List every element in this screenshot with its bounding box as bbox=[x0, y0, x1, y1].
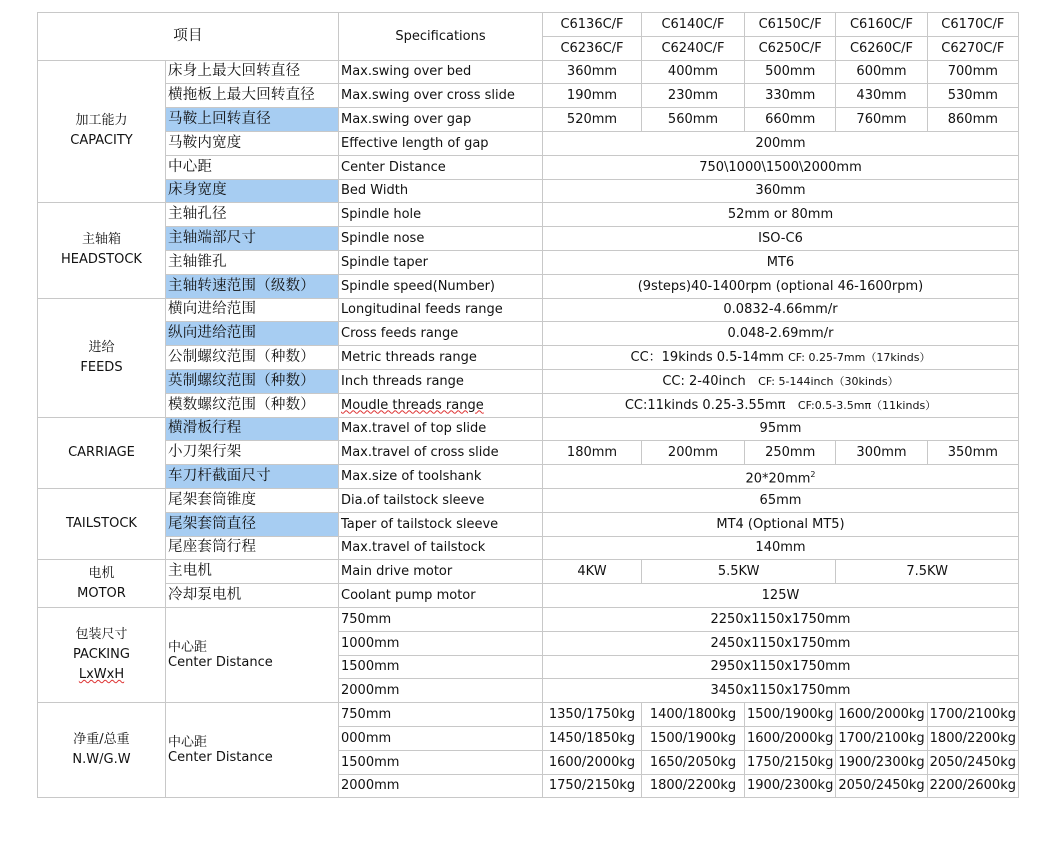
table-row bbox=[38, 274, 1019, 298]
value-cell: 4KW bbox=[543, 560, 642, 584]
group-cn: 包装尺寸 bbox=[75, 627, 128, 643]
item-cn: 床身上最大回转直径 bbox=[166, 60, 339, 84]
item-en: Longitudinal feeds range bbox=[339, 298, 543, 322]
table-row bbox=[38, 488, 1019, 512]
item-cn: 横向进给范围 bbox=[166, 298, 339, 322]
value-cell: 1650/2050kg bbox=[642, 750, 745, 774]
value-cell: (9steps)40-1400rpm (optional 46-1600rpm) bbox=[543, 274, 1019, 298]
value-cell: MT6 bbox=[543, 250, 1019, 274]
model-header: C6170C/F bbox=[927, 13, 1018, 37]
cd-value: 1500mm bbox=[339, 655, 543, 679]
value-cell: 65mm bbox=[543, 488, 1019, 512]
item-en: Max.swing over gap bbox=[339, 108, 543, 132]
group-en: CARRIAGE bbox=[68, 444, 135, 460]
item-en: Max.swing over bed bbox=[339, 60, 543, 84]
item-en: Cross feeds range bbox=[339, 322, 543, 346]
item-cn: 尾座套筒行程 bbox=[166, 536, 339, 560]
value-cell: 1750/2150kg bbox=[543, 774, 642, 798]
group-en: CAPACITY bbox=[70, 133, 133, 149]
center-distance-label bbox=[166, 703, 339, 798]
item-cn: 冷却泵电机 bbox=[166, 584, 339, 608]
header-item: 项目 bbox=[38, 13, 339, 61]
item-en: Spindle speed(Number) bbox=[339, 274, 543, 298]
item-en: Inch threads range bbox=[339, 369, 543, 393]
table-row bbox=[38, 108, 1019, 132]
table-row bbox=[38, 60, 1019, 84]
value-cell: 190mm bbox=[543, 84, 642, 108]
value-cell: 250mm bbox=[745, 441, 836, 465]
item-en: Coolant pump motor bbox=[339, 584, 543, 608]
table-row bbox=[38, 393, 1019, 417]
table-row bbox=[38, 227, 1019, 251]
value-cell: 1450/1850kg bbox=[543, 726, 642, 750]
cd-value: 2000mm bbox=[339, 774, 543, 798]
table-row bbox=[38, 560, 1019, 584]
item-en: Max.swing over cross slide bbox=[339, 84, 543, 108]
value-cell: 330mm bbox=[745, 84, 836, 108]
group-en: N.W/G.W bbox=[72, 752, 131, 768]
spec-table bbox=[37, 12, 1019, 798]
item-en: Bed Width bbox=[339, 179, 543, 203]
item-cn: 小刀架行架 bbox=[166, 441, 339, 465]
superscript: 2 bbox=[810, 469, 816, 479]
value-cell bbox=[543, 465, 1019, 489]
value-cell: 230mm bbox=[642, 84, 745, 108]
value-cell: 2950x1150x1750mm bbox=[543, 655, 1019, 679]
value-cell: 1700/2100kg bbox=[836, 726, 927, 750]
item-cn: 马鞍内宽度 bbox=[166, 131, 339, 155]
cd-en: Center Distance bbox=[168, 655, 273, 671]
model-header: C6250C/F bbox=[745, 36, 836, 60]
model-header: C6136C/F bbox=[543, 13, 642, 37]
value-cell: 1900/2300kg bbox=[836, 750, 927, 774]
value-cell: 3450x1150x1750mm bbox=[543, 679, 1019, 703]
cd-en: Center Distance bbox=[168, 750, 273, 766]
model-header: C6270C/F bbox=[927, 36, 1018, 60]
group-en: MOTOR bbox=[77, 585, 126, 601]
item-cn: 主轴孔径 bbox=[166, 203, 339, 227]
value-cell: 1500/1900kg bbox=[745, 703, 836, 727]
table-row bbox=[38, 322, 1019, 346]
item-cn: 模数螺纹范围（种数） bbox=[166, 393, 339, 417]
value-cell: 2050/2450kg bbox=[836, 774, 927, 798]
value-cell: 400mm bbox=[642, 60, 745, 84]
cd-value: 750mm bbox=[339, 607, 543, 631]
cf-value: CF:0.5-3.5mπ（11kinds） bbox=[797, 398, 937, 412]
cd-cn: 中心距 bbox=[168, 640, 208, 656]
item-en: Main drive motor bbox=[339, 560, 543, 584]
item-cn: 英制螺纹范围（种数） bbox=[166, 369, 339, 393]
value-cell: 1400/1800kg bbox=[642, 703, 745, 727]
cc-value: CC：19kinds 0.5-14mm bbox=[630, 350, 784, 366]
item-en: Max.travel of top slide bbox=[339, 417, 543, 441]
value-cell: 1750/2150kg bbox=[745, 750, 836, 774]
value-cell bbox=[543, 393, 1019, 417]
value-cell: 2200/2600kg bbox=[927, 774, 1018, 798]
item-cn: 床身宽度 bbox=[166, 179, 339, 203]
value-cell: 760mm bbox=[836, 108, 927, 132]
item-cn: 主电机 bbox=[166, 560, 339, 584]
value-cell: 2250x1150x1750mm bbox=[543, 607, 1019, 631]
item-en: Metric threads range bbox=[339, 346, 543, 370]
item-en: Max.travel of cross slide bbox=[339, 441, 543, 465]
value-cell: 1600/2000kg bbox=[745, 726, 836, 750]
item-cn: 横拖板上最大回转直径 bbox=[166, 84, 339, 108]
group-carriage bbox=[38, 417, 166, 488]
value-cell bbox=[543, 346, 1019, 370]
value-text: 20*20mm bbox=[745, 471, 811, 487]
table-row bbox=[38, 441, 1019, 465]
cd-value: 1500mm bbox=[339, 750, 543, 774]
item-cn: 纵向进给范围 bbox=[166, 322, 339, 346]
cd-value: 2000mm bbox=[339, 679, 543, 703]
cd-cn: 中心距 bbox=[168, 735, 208, 751]
value-cell: 200mm bbox=[642, 441, 745, 465]
cf-value: CF: 0.25-7mm（17kinds） bbox=[788, 351, 931, 365]
item-cn: 中心距 bbox=[166, 155, 339, 179]
value-cell: 300mm bbox=[836, 441, 927, 465]
group-tailstock bbox=[38, 488, 166, 559]
table-row bbox=[38, 465, 1019, 489]
table-row bbox=[38, 703, 1019, 727]
value-cell: 180mm bbox=[543, 441, 642, 465]
value-cell: ISO-C6 bbox=[543, 227, 1019, 251]
item-en: Spindle nose bbox=[339, 227, 543, 251]
spec-sheet bbox=[37, 12, 1019, 798]
value-cell: 500mm bbox=[745, 60, 836, 84]
group-weight bbox=[38, 703, 166, 798]
value-cell: 750\1000\1500\2000mm bbox=[543, 155, 1019, 179]
cf-value: CF: 5-144inch（30kinds） bbox=[758, 374, 899, 388]
value-cell: 360mm bbox=[543, 60, 642, 84]
group-en: TAILSTOCK bbox=[66, 516, 137, 532]
item-en: Max.size of toolshank bbox=[339, 465, 543, 489]
item-cn: 尾架套筒直径 bbox=[166, 512, 339, 536]
item-cn: 公制螺纹范围（种数） bbox=[166, 346, 339, 370]
group-packing bbox=[38, 607, 166, 702]
value-cell: 1350/1750kg bbox=[543, 703, 642, 727]
table-row bbox=[38, 179, 1019, 203]
group-en-2: LxWxH bbox=[78, 667, 125, 683]
table-row bbox=[38, 512, 1019, 536]
cd-value: 1000mm bbox=[339, 631, 543, 655]
cc-value: CC: 2-40inch bbox=[662, 373, 746, 389]
item-cn: 主轴端部尺寸 bbox=[166, 227, 339, 251]
group-capacity bbox=[38, 60, 166, 203]
value-cell: 1800/2200kg bbox=[642, 774, 745, 798]
value-cell: 700mm bbox=[927, 60, 1018, 84]
group-motor bbox=[38, 560, 166, 608]
table-row bbox=[38, 584, 1019, 608]
table-row bbox=[38, 536, 1019, 560]
group-cn: 加工能力 bbox=[75, 113, 128, 129]
value-cell: 350mm bbox=[927, 441, 1018, 465]
value-cell: 360mm bbox=[543, 179, 1019, 203]
value-cell: 140mm bbox=[543, 536, 1019, 560]
group-en: PACKING bbox=[73, 647, 130, 663]
item-en: Taper of tailstock sleeve bbox=[339, 512, 543, 536]
value-cell: 860mm bbox=[927, 108, 1018, 132]
value-cell: 560mm bbox=[642, 108, 745, 132]
value-cell: 0.0832-4.66mm/r bbox=[543, 298, 1019, 322]
table-row bbox=[38, 203, 1019, 227]
value-cell: 520mm bbox=[543, 108, 642, 132]
table-row bbox=[38, 84, 1019, 108]
item-cn: 主轴转速范围（级数） bbox=[166, 274, 339, 298]
item-en: Spindle hole bbox=[339, 203, 543, 227]
item-cn: 尾架套筒锥度 bbox=[166, 488, 339, 512]
group-feeds bbox=[38, 298, 166, 417]
table-row bbox=[38, 298, 1019, 322]
item-cn: 横滑板行程 bbox=[166, 417, 339, 441]
table-row bbox=[38, 346, 1019, 370]
cd-value: 000mm bbox=[339, 726, 543, 750]
item-cn: 主轴锥孔 bbox=[166, 250, 339, 274]
table-row bbox=[38, 369, 1019, 393]
table-row bbox=[38, 607, 1019, 631]
item-en: Moudle threads range bbox=[339, 393, 543, 417]
item-cn: 马鞍上回转直径 bbox=[166, 108, 339, 132]
group-en: HEADSTOCK bbox=[61, 252, 142, 268]
item-en: Dia.of tailstock sleeve bbox=[339, 488, 543, 512]
value-cell: 95mm bbox=[543, 417, 1019, 441]
item-en: Center Distance bbox=[339, 155, 543, 179]
value-cell bbox=[543, 369, 1019, 393]
table-row bbox=[38, 417, 1019, 441]
value-cell: 1800/2200kg bbox=[927, 726, 1018, 750]
value-cell: 0.048-2.69mm/r bbox=[543, 322, 1019, 346]
model-header: C6160C/F bbox=[836, 13, 927, 37]
item-en: Effective length of gap bbox=[339, 131, 543, 155]
model-header: C6260C/F bbox=[836, 36, 927, 60]
group-cn: 进给 bbox=[88, 339, 115, 355]
item-en: Spindle taper bbox=[339, 250, 543, 274]
value-cell: 2450x1150x1750mm bbox=[543, 631, 1019, 655]
model-header: C6140C/F bbox=[642, 13, 745, 37]
model-header: C6240C/F bbox=[642, 36, 745, 60]
model-header: C6150C/F bbox=[745, 13, 836, 37]
center-distance-label bbox=[166, 607, 339, 702]
value-cell: 1700/2100kg bbox=[927, 703, 1018, 727]
value-cell: 1600/2000kg bbox=[543, 750, 642, 774]
value-cell: 5.5KW bbox=[642, 560, 836, 584]
table-row bbox=[38, 250, 1019, 274]
value-cell: 1900/2300kg bbox=[745, 774, 836, 798]
group-cn: 净重/总重 bbox=[73, 732, 130, 748]
cc-value: CC:11kinds 0.25-3.55mπ bbox=[624, 397, 786, 413]
value-cell: 1500/1900kg bbox=[642, 726, 745, 750]
item-cn: 车刀杆截面尺寸 bbox=[166, 465, 339, 489]
value-cell: MT4 (Optional MT5) bbox=[543, 512, 1019, 536]
group-en: FEEDS bbox=[80, 359, 123, 375]
value-cell: 430mm bbox=[836, 84, 927, 108]
group-cn: 主轴箱 bbox=[81, 232, 121, 248]
value-cell: 2050/2450kg bbox=[927, 750, 1018, 774]
value-cell: 530mm bbox=[927, 84, 1018, 108]
cd-value: 750mm bbox=[339, 703, 543, 727]
value-cell: 660mm bbox=[745, 108, 836, 132]
header-row-1 bbox=[38, 13, 1019, 37]
table-row bbox=[38, 131, 1019, 155]
value-cell: 1600/2000kg bbox=[836, 703, 927, 727]
value-cell: 600mm bbox=[836, 60, 927, 84]
value-cell: 7.5KW bbox=[836, 560, 1019, 584]
value-cell: 125W bbox=[543, 584, 1019, 608]
group-headstock bbox=[38, 203, 166, 298]
table-row bbox=[38, 155, 1019, 179]
header-spec: Specifications bbox=[339, 13, 543, 61]
model-header: C6236C/F bbox=[543, 36, 642, 60]
value-cell: 200mm bbox=[543, 131, 1019, 155]
value-cell: 52mm or 80mm bbox=[543, 203, 1019, 227]
item-en: Max.travel of tailstock bbox=[339, 536, 543, 560]
group-cn: 电机 bbox=[88, 565, 115, 581]
